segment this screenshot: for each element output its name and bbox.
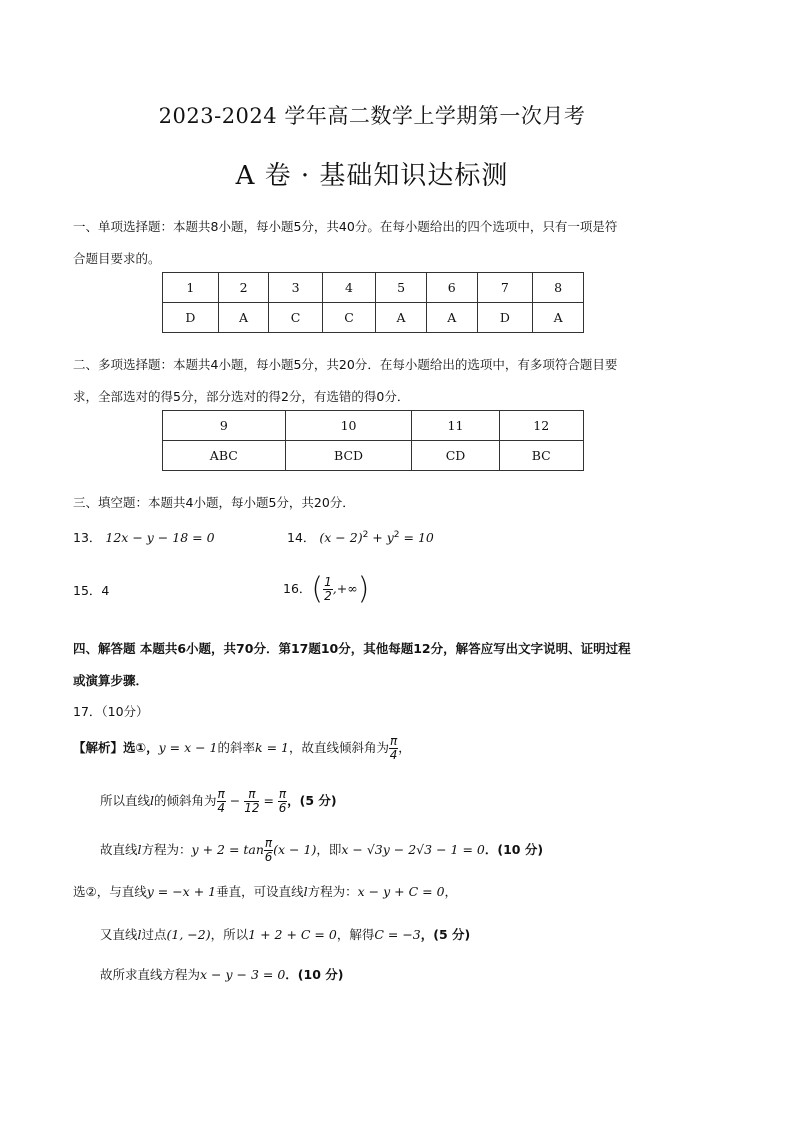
var-l: l [137, 927, 142, 942]
table-cell: 12 [499, 411, 583, 441]
table-cell: BCD [285, 441, 412, 471]
exam-subtitle: A 卷 · 基础知识达标测 [235, 161, 509, 191]
line-equation: y = x − 1 [158, 740, 218, 755]
line-equation: (x − 1) [273, 842, 317, 857]
answer-13-value: 12x − y − 18 = 0 [105, 530, 215, 545]
answer-14-part2: + y [368, 530, 394, 545]
line-equation: x − √3y − 2√3 − 1 = 0 [341, 842, 485, 857]
solution-line-5 [100, 925, 470, 943]
solution-line-3 [100, 832, 543, 868]
solution-line-1 [73, 730, 411, 766]
table-cell: 9 [163, 411, 286, 441]
line-equation: y = −x + 1 [146, 884, 217, 899]
fraction-pi-6 [264, 837, 273, 864]
text: ，故直线倾斜角为 [288, 740, 389, 755]
multi-choice-answer-table [162, 410, 584, 471]
exam-title: 2023-2024 学年高二数学上学期第一次月考 [158, 104, 586, 128]
table-cell: A [218, 303, 269, 333]
slope: k = 1 [255, 740, 289, 755]
fraction-numerator: 1 [324, 575, 332, 589]
answer-16-label: 16． [283, 581, 312, 596]
answer-13-label: 13． [73, 530, 102, 545]
text: 的斜率 [217, 740, 256, 755]
solution-line-4 [73, 882, 457, 900]
solution-line-6 [100, 965, 343, 983]
question-17-label: 17．（10分） [73, 704, 149, 719]
solution-tag: 【解析】 [73, 740, 124, 755]
var-l: l [150, 793, 155, 808]
text: ，所以 [210, 927, 249, 942]
fraction-denominator: 6 [264, 850, 273, 864]
solution-line-2 [100, 783, 337, 819]
fraction-numerator: π [217, 787, 225, 801]
line-equation: x − y + C = 0 [357, 884, 445, 899]
fraction-denominator: 2 [324, 589, 332, 603]
answer-14-label: 14． [287, 530, 316, 545]
text: ， [444, 884, 458, 899]
equation: 1 + 2 + C = 0 [248, 927, 337, 942]
text: 又直线 [100, 927, 138, 942]
text: 的倾斜角为 [154, 793, 217, 808]
text: 方程为： [141, 842, 192, 857]
table-row [163, 303, 584, 333]
table-cell: 10 [285, 411, 412, 441]
point: (1, −2) [166, 927, 211, 942]
fraction-pi-6 [278, 788, 287, 815]
text: 垂直，可设直线 [216, 884, 304, 899]
fraction-numerator: π [390, 734, 398, 748]
single-choice-answer-table [162, 272, 584, 333]
table-cell: C [269, 303, 322, 333]
answer-14-exp1: 2 [362, 529, 369, 540]
table-cell: 6 [426, 273, 477, 303]
var-l: l [303, 884, 308, 899]
minus-sign: − [225, 793, 245, 808]
right-paren: ) [357, 571, 370, 607]
table-cell: ABC [163, 441, 286, 471]
fraction-pi-4 [389, 735, 398, 762]
section2-heading-line2: 求，全部选对的得5分，部分选对的得2分，有选错的得0分． [73, 389, 410, 404]
text: 故所求直线方程为 [100, 967, 201, 982]
line-equation: x − y − 3 = 0 [200, 967, 286, 982]
fraction-numerator: π [278, 787, 287, 801]
text: 故直线 [100, 842, 138, 857]
section4-heading-line2: 或演算步骤． [73, 673, 149, 688]
text: ， [398, 740, 411, 755]
fraction-pi-12 [244, 788, 259, 815]
text: ，解得 [336, 927, 375, 942]
fraction-numerator: π [244, 788, 259, 802]
left-paren: ( [311, 571, 324, 607]
fraction-denominator: 12 [244, 801, 260, 815]
table-cell: 5 [376, 273, 427, 303]
table-cell: 4 [322, 273, 375, 303]
section2-heading-line1: 二、多项选择题：本题共4小题，每小题5分，共20分．在每小题给出的选项中，有多项符合题目要 [73, 357, 618, 372]
fraction-denominator: 4 [217, 801, 225, 815]
fraction-pi-4 [217, 788, 226, 815]
score-note: ．(10 分) [285, 967, 344, 982]
text: 方程为： [307, 884, 358, 899]
table-cell: A [426, 303, 477, 333]
choice-one-label: 选①， [123, 740, 159, 755]
equals-sign: = [259, 793, 278, 808]
table-cell: 11 [412, 411, 499, 441]
table-cell: CD [412, 441, 499, 471]
table-cell: A [376, 303, 427, 333]
text: 所以直线 [100, 793, 151, 808]
table-cell: 7 [477, 273, 533, 303]
table-cell: 3 [269, 273, 322, 303]
section1-heading-line2: 合题目要求的。 [73, 251, 161, 266]
text: ，即 [316, 842, 342, 857]
answer-14-part1: (x − 2) [319, 530, 363, 545]
fraction-denominator: 6 [278, 801, 287, 815]
table-cell: BC [499, 441, 583, 471]
var-l: l [137, 842, 142, 857]
answer-13 [73, 528, 215, 546]
fraction-one-half [323, 576, 333, 603]
table-cell: 8 [533, 273, 584, 303]
table-row [163, 273, 584, 303]
answer-16-rest: ,+∞ [332, 581, 358, 596]
section4-heading-line1: 四、解答题 本题共6小题，共70分．第17题10分，其他每题12分，解答应写出文字说明、证明过程 [73, 641, 631, 656]
answer-14 [287, 528, 434, 546]
table-cell: D [477, 303, 533, 333]
answer-15: 15．4 [73, 583, 110, 598]
section3-heading: 三、填空题：本题共4小题，每小题5分，共20分． [73, 495, 355, 510]
table-cell: 1 [163, 273, 219, 303]
section1-heading-line1: 一、单项选择题：本题共8小题，每小题5分，共40分。在每小题给出的四个选项中，只有一项是符 [73, 219, 618, 234]
table-row [163, 441, 584, 471]
equation: C = −3 [374, 927, 421, 942]
table-row [163, 411, 584, 441]
table-cell: 2 [218, 273, 269, 303]
answer-16 [283, 568, 369, 610]
fraction-denominator: 4 [389, 748, 398, 762]
answer-14-exp2: 2 [393, 529, 400, 540]
text: 选②，与直线 [73, 884, 147, 899]
table-cell: D [163, 303, 219, 333]
table-cell: C [322, 303, 375, 333]
table-cell: A [533, 303, 584, 333]
score-note: ，(5 分) [420, 927, 471, 942]
answer-14-part3: = 10 [399, 530, 434, 545]
text: 过点 [141, 927, 167, 942]
fraction-numerator: π [264, 836, 273, 850]
score-note: ．(10 分) [484, 842, 544, 857]
line-equation: y + 2 = tan [191, 842, 264, 857]
score-note: ，(5 分) [287, 793, 337, 808]
